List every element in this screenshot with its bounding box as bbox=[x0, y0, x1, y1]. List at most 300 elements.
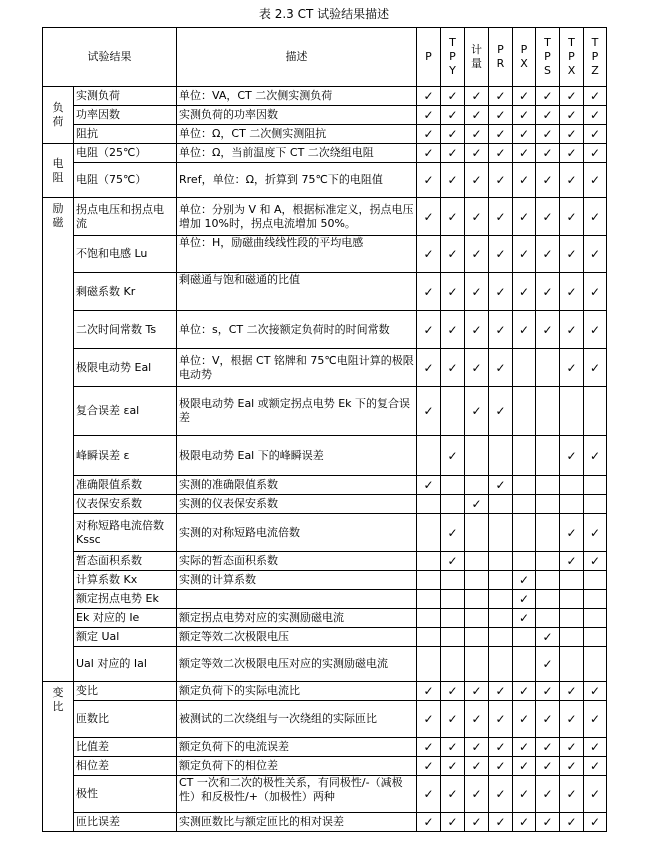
group-label-char: 荷 bbox=[52, 115, 64, 128]
result-item: 变比 bbox=[74, 682, 177, 701]
check-cell-pr bbox=[489, 609, 513, 628]
check-mark-icon: ✓ bbox=[566, 815, 577, 829]
check-cell-p bbox=[417, 609, 441, 628]
check-mark-icon: ✓ bbox=[471, 108, 482, 122]
check-cell-pr bbox=[489, 273, 513, 311]
check-cell-tpx bbox=[560, 590, 584, 609]
result-item: 匝数比 bbox=[74, 701, 177, 738]
check-cell-p bbox=[417, 552, 441, 571]
header-class-char: T bbox=[591, 36, 599, 49]
check-cell-pr bbox=[489, 106, 513, 125]
check-cell-p bbox=[417, 106, 441, 125]
group-label bbox=[43, 682, 74, 832]
check-mark-icon: ✓ bbox=[495, 404, 506, 418]
check-cell-tps bbox=[536, 106, 560, 125]
check-mark-icon: ✓ bbox=[495, 127, 506, 141]
check-cell-tpx bbox=[560, 125, 584, 144]
header-class-tpy bbox=[441, 28, 465, 87]
check-cell-pr bbox=[489, 436, 513, 476]
check-cell-tpy bbox=[441, 144, 465, 163]
check-cell-pr bbox=[489, 701, 513, 738]
check-cell-tps bbox=[536, 476, 560, 495]
result-item: 复合误差 εal bbox=[74, 387, 177, 436]
check-cell-tps bbox=[536, 87, 560, 106]
result-description: 单位：分别为 V 和 A，根据标准定义，拐点电压增加 10%时，拐点电流增加 50%。 bbox=[177, 198, 417, 236]
result-description: 实测的仪表保安系数 bbox=[177, 495, 417, 514]
table-row bbox=[43, 738, 607, 757]
check-mark-icon: ✓ bbox=[542, 247, 553, 261]
check-cell-px bbox=[513, 476, 536, 495]
check-cell-metering bbox=[465, 514, 489, 552]
header-class-px bbox=[513, 28, 536, 87]
header-class-pr bbox=[489, 28, 513, 87]
check-cell-pr bbox=[489, 757, 513, 776]
check-cell-tps bbox=[536, 236, 560, 273]
result-item: 电阻（75℃） bbox=[74, 163, 177, 198]
check-cell-metering bbox=[465, 387, 489, 436]
check-mark-icon: ✓ bbox=[423, 284, 434, 299]
check-mark-icon: ✓ bbox=[447, 127, 458, 141]
check-cell-tpx bbox=[560, 552, 584, 571]
table-row bbox=[43, 571, 607, 590]
check-mark-icon: ✓ bbox=[471, 247, 482, 261]
check-mark-icon: ✓ bbox=[495, 284, 506, 299]
check-mark-icon: ✓ bbox=[447, 89, 458, 103]
check-mark-icon: ✓ bbox=[566, 759, 577, 773]
result-item: 相位差 bbox=[74, 757, 177, 776]
check-cell-p bbox=[417, 144, 441, 163]
check-mark-icon: ✓ bbox=[471, 815, 482, 829]
check-mark-icon: ✓ bbox=[542, 173, 553, 187]
check-mark-icon: ✓ bbox=[589, 127, 601, 141]
check-mark-icon: ✓ bbox=[542, 322, 553, 337]
check-mark-icon: ✓ bbox=[495, 759, 506, 773]
check-mark-icon: ✓ bbox=[471, 759, 482, 773]
check-mark-icon: ✓ bbox=[589, 360, 601, 375]
check-cell-tpz bbox=[584, 144, 607, 163]
result-item: 暂态面积系数 bbox=[74, 552, 177, 571]
check-mark-icon: ✓ bbox=[447, 554, 458, 568]
check-mark-icon: ✓ bbox=[447, 247, 458, 261]
check-cell-tpz bbox=[584, 198, 607, 236]
check-cell-metering bbox=[465, 609, 489, 628]
table-row bbox=[43, 476, 607, 495]
result-item: 电阻（25℃） bbox=[74, 144, 177, 163]
check-mark-icon: ✓ bbox=[566, 787, 577, 801]
check-mark-icon: ✓ bbox=[566, 173, 577, 187]
check-cell-p bbox=[417, 311, 441, 349]
check-cell-metering bbox=[465, 236, 489, 273]
check-mark-icon: ✓ bbox=[423, 712, 434, 726]
check-mark-icon: ✓ bbox=[447, 787, 458, 801]
check-cell-px bbox=[513, 163, 536, 198]
header-class-tpz bbox=[584, 28, 607, 87]
check-cell-tpx bbox=[560, 387, 584, 436]
result-description: 极限电动势 Eal 下的峰瞬误差 bbox=[177, 436, 417, 476]
check-cell-px bbox=[513, 813, 536, 832]
check-cell-p bbox=[417, 476, 441, 495]
check-cell-p bbox=[417, 757, 441, 776]
check-cell-tpz bbox=[584, 590, 607, 609]
check-cell-tpx bbox=[560, 144, 584, 163]
result-description: 单位：VA，CT 二次侧实测负荷 bbox=[177, 87, 417, 106]
check-cell-tpz bbox=[584, 738, 607, 757]
check-mark-icon: ✓ bbox=[589, 173, 601, 187]
check-cell-metering bbox=[465, 590, 489, 609]
header-class-char: 量 bbox=[471, 57, 482, 70]
check-mark-icon: ✓ bbox=[542, 740, 553, 754]
check-cell-tps bbox=[536, 590, 560, 609]
header-class-tpx bbox=[560, 28, 584, 87]
check-cell-p bbox=[417, 776, 441, 813]
check-mark-icon: ✓ bbox=[423, 404, 434, 418]
ct-test-results-table bbox=[42, 27, 607, 832]
header-class-metering bbox=[465, 28, 489, 87]
group-label-char: 磁 bbox=[52, 216, 64, 229]
check-mark-icon: ✓ bbox=[566, 684, 577, 698]
check-cell-tpx bbox=[560, 571, 584, 590]
result-description: 剩磁通与饱和磁通的比值 bbox=[177, 273, 417, 311]
check-mark-icon: ✓ bbox=[566, 740, 577, 754]
check-cell-p bbox=[417, 349, 441, 387]
check-cell-tpz bbox=[584, 701, 607, 738]
check-cell-px bbox=[513, 738, 536, 757]
check-cell-tpz bbox=[584, 609, 607, 628]
check-mark-icon: ✓ bbox=[423, 209, 434, 224]
check-cell-px bbox=[513, 144, 536, 163]
check-cell-p bbox=[417, 571, 441, 590]
check-cell-tps bbox=[536, 776, 560, 813]
result-description: 单位：Ω，CT 二次侧实测阻抗 bbox=[177, 125, 417, 144]
header-class-char: 计 bbox=[471, 43, 482, 56]
check-cell-tpx bbox=[560, 163, 584, 198]
check-mark-icon: ✓ bbox=[495, 478, 506, 492]
check-mark-icon: ✓ bbox=[423, 740, 434, 754]
check-cell-tpz bbox=[584, 87, 607, 106]
result-description: 额定等效二次极限电压对应的实测励磁电流 bbox=[177, 647, 417, 682]
check-cell-pr bbox=[489, 571, 513, 590]
check-mark-icon: ✓ bbox=[423, 322, 434, 337]
check-mark-icon: ✓ bbox=[566, 525, 577, 540]
check-mark-icon: ✓ bbox=[542, 787, 553, 801]
table-row bbox=[43, 628, 607, 647]
table-row bbox=[43, 701, 607, 738]
result-description: 实测的对称短路电流倍数 bbox=[177, 514, 417, 552]
check-cell-tpy bbox=[441, 125, 465, 144]
check-cell-tpz bbox=[584, 571, 607, 590]
check-cell-tpy bbox=[441, 273, 465, 311]
check-mark-icon: ✓ bbox=[423, 173, 434, 187]
check-cell-tpy bbox=[441, 236, 465, 273]
header-item: 试验结果 bbox=[43, 28, 177, 87]
check-mark-icon: ✓ bbox=[542, 630, 553, 644]
check-mark-icon: ✓ bbox=[542, 89, 553, 103]
check-cell-pr bbox=[489, 87, 513, 106]
table-row bbox=[43, 106, 607, 125]
check-cell-metering bbox=[465, 311, 489, 349]
result-item: 功率因数 bbox=[74, 106, 177, 125]
result-item: 峰瞬误差 ε bbox=[74, 436, 177, 476]
check-mark-icon: ✓ bbox=[423, 759, 434, 773]
table-row bbox=[43, 757, 607, 776]
check-cell-metering bbox=[465, 198, 489, 236]
result-description: 实测的计算系数 bbox=[177, 571, 417, 590]
check-mark-icon: ✓ bbox=[589, 89, 601, 103]
header-class-char: X bbox=[520, 57, 528, 70]
check-cell-tpx bbox=[560, 701, 584, 738]
table-row bbox=[43, 349, 607, 387]
check-cell-metering bbox=[465, 349, 489, 387]
check-mark-icon: ✓ bbox=[518, 322, 530, 337]
check-cell-metering bbox=[465, 476, 489, 495]
check-mark-icon: ✓ bbox=[518, 108, 530, 122]
check-mark-icon: ✓ bbox=[471, 404, 482, 418]
check-cell-tps bbox=[536, 163, 560, 198]
check-cell-p bbox=[417, 701, 441, 738]
check-mark-icon: ✓ bbox=[518, 815, 530, 829]
check-cell-tps bbox=[536, 682, 560, 701]
check-mark-icon: ✓ bbox=[423, 684, 434, 698]
check-mark-icon: ✓ bbox=[542, 657, 553, 671]
check-cell-px bbox=[513, 590, 536, 609]
check-mark-icon: ✓ bbox=[495, 247, 506, 261]
check-cell-tpy bbox=[441, 647, 465, 682]
check-cell-tpx bbox=[560, 476, 584, 495]
table-row bbox=[43, 125, 607, 144]
check-cell-p bbox=[417, 738, 441, 757]
table-row bbox=[43, 682, 607, 701]
check-mark-icon: ✓ bbox=[495, 89, 506, 103]
check-cell-tpy bbox=[441, 757, 465, 776]
check-mark-icon: ✓ bbox=[542, 209, 553, 224]
check-mark-icon: ✓ bbox=[589, 108, 601, 122]
header-class-tps bbox=[536, 28, 560, 87]
result-item: 拐点电压和拐点电流 bbox=[74, 198, 177, 236]
header-class-p bbox=[417, 28, 441, 87]
check-cell-tpy bbox=[441, 738, 465, 757]
check-cell-tps bbox=[536, 571, 560, 590]
group-label bbox=[43, 144, 74, 198]
check-cell-tps bbox=[536, 387, 560, 436]
table-caption: 表 2.3 CT 试验结果描述 bbox=[258, 7, 390, 21]
check-cell-tpz bbox=[584, 311, 607, 349]
check-mark-icon: ✓ bbox=[542, 815, 553, 829]
check-cell-px bbox=[513, 571, 536, 590]
check-mark-icon: ✓ bbox=[447, 284, 458, 299]
check-cell-tpy bbox=[441, 701, 465, 738]
check-mark-icon: ✓ bbox=[589, 712, 601, 726]
check-mark-icon: ✓ bbox=[447, 173, 458, 187]
result-item: 比值差 bbox=[74, 738, 177, 757]
table-row bbox=[43, 609, 607, 628]
check-mark-icon: ✓ bbox=[589, 684, 601, 698]
result-item: 匝比误差 bbox=[74, 813, 177, 832]
check-mark-icon: ✓ bbox=[471, 209, 482, 224]
check-cell-tpy bbox=[441, 628, 465, 647]
check-mark-icon: ✓ bbox=[589, 815, 601, 829]
check-cell-tpy bbox=[441, 495, 465, 514]
check-mark-icon: ✓ bbox=[447, 712, 458, 726]
check-cell-tpz bbox=[584, 628, 607, 647]
check-mark-icon: ✓ bbox=[518, 247, 530, 261]
check-cell-tpz bbox=[584, 125, 607, 144]
header-class-char: P bbox=[497, 43, 504, 56]
check-cell-px bbox=[513, 273, 536, 311]
check-mark-icon: ✓ bbox=[589, 554, 601, 568]
table-row bbox=[43, 198, 607, 236]
check-cell-tpz bbox=[584, 776, 607, 813]
check-mark-icon: ✓ bbox=[471, 787, 482, 801]
check-mark-icon: ✓ bbox=[471, 684, 482, 698]
check-mark-icon: ✓ bbox=[566, 108, 577, 122]
check-cell-metering bbox=[465, 163, 489, 198]
header-class-char: R bbox=[496, 57, 505, 70]
check-cell-tps bbox=[536, 647, 560, 682]
check-cell-px bbox=[513, 682, 536, 701]
check-cell-metering bbox=[465, 106, 489, 125]
check-mark-icon: ✓ bbox=[423, 89, 434, 103]
check-cell-metering bbox=[465, 738, 489, 757]
check-cell-p bbox=[417, 628, 441, 647]
check-cell-pr bbox=[489, 387, 513, 436]
check-mark-icon: ✓ bbox=[447, 209, 458, 224]
check-cell-pr bbox=[489, 495, 513, 514]
check-cell-p bbox=[417, 495, 441, 514]
check-mark-icon: ✓ bbox=[447, 759, 458, 773]
check-cell-tpx bbox=[560, 198, 584, 236]
check-cell-tpz bbox=[584, 514, 607, 552]
table-row bbox=[43, 813, 607, 832]
check-cell-pr bbox=[489, 628, 513, 647]
check-cell-metering bbox=[465, 628, 489, 647]
check-mark-icon: ✓ bbox=[423, 478, 434, 492]
header-class-char: P bbox=[449, 50, 456, 63]
check-mark-icon: ✓ bbox=[589, 759, 601, 773]
check-cell-tps bbox=[536, 813, 560, 832]
check-cell-tps bbox=[536, 436, 560, 476]
result-item: 额定拐点电势 Ek bbox=[74, 590, 177, 609]
check-cell-pr bbox=[489, 198, 513, 236]
check-mark-icon: ✓ bbox=[518, 89, 530, 103]
check-mark-icon: ✓ bbox=[518, 740, 530, 754]
check-mark-icon: ✓ bbox=[471, 360, 482, 375]
check-cell-tpx bbox=[560, 813, 584, 832]
check-cell-tpz bbox=[584, 813, 607, 832]
check-mark-icon: ✓ bbox=[423, 815, 434, 829]
check-cell-metering bbox=[465, 87, 489, 106]
check-mark-icon: ✓ bbox=[566, 89, 577, 103]
check-mark-icon: ✓ bbox=[495, 787, 506, 801]
table-row bbox=[43, 87, 607, 106]
check-cell-tps bbox=[536, 757, 560, 776]
check-cell-tpx bbox=[560, 106, 584, 125]
check-cell-px bbox=[513, 387, 536, 436]
check-cell-pr bbox=[489, 144, 513, 163]
check-cell-metering bbox=[465, 125, 489, 144]
group-label-char: 负 bbox=[52, 101, 64, 114]
result-description: 额定负荷下的电流误差 bbox=[177, 738, 417, 757]
check-cell-pr bbox=[489, 311, 513, 349]
check-mark-icon: ✓ bbox=[518, 712, 530, 726]
check-cell-tpz bbox=[584, 552, 607, 571]
header-desc: 描述 bbox=[177, 28, 417, 87]
result-item: 阻抗 bbox=[74, 125, 177, 144]
check-mark-icon: ✓ bbox=[566, 360, 577, 375]
result-description: 单位：Ω，当前温度下 CT 二次绕组电阻 bbox=[177, 144, 417, 163]
header-class-char: X bbox=[567, 64, 576, 77]
result-description: 单位：s，CT 二次接额定负荷时的时间常数 bbox=[177, 311, 417, 349]
check-mark-icon: ✓ bbox=[447, 815, 458, 829]
group-label-char: 变 bbox=[52, 686, 64, 699]
check-cell-tpy bbox=[441, 198, 465, 236]
check-cell-tps bbox=[536, 628, 560, 647]
check-mark-icon: ✓ bbox=[542, 684, 553, 698]
check-cell-metering bbox=[465, 273, 489, 311]
check-cell-tpx bbox=[560, 273, 584, 311]
check-cell-tpy bbox=[441, 514, 465, 552]
result-description: 额定负荷下的相位差 bbox=[177, 757, 417, 776]
table-row bbox=[43, 273, 607, 311]
check-cell-px bbox=[513, 628, 536, 647]
table-row bbox=[43, 495, 607, 514]
check-mark-icon: ✓ bbox=[542, 712, 553, 726]
check-mark-icon: ✓ bbox=[447, 525, 458, 540]
check-cell-metering bbox=[465, 144, 489, 163]
result-description: 被测试的二次绕组与一次绕组的实际匝比 bbox=[177, 701, 417, 738]
table-row bbox=[43, 144, 607, 163]
check-mark-icon: ✓ bbox=[566, 554, 577, 568]
check-cell-p bbox=[417, 590, 441, 609]
check-cell-tpx bbox=[560, 647, 584, 682]
check-cell-metering bbox=[465, 813, 489, 832]
check-mark-icon: ✓ bbox=[423, 108, 434, 122]
check-cell-tps bbox=[536, 552, 560, 571]
header-row bbox=[43, 28, 607, 87]
check-cell-px bbox=[513, 514, 536, 552]
check-mark-icon: ✓ bbox=[423, 247, 434, 261]
check-cell-tpy bbox=[441, 609, 465, 628]
result-description: 额定等效二次极限电压 bbox=[177, 628, 417, 647]
result-description: 单位：V，根据 CT 铭牌和 75℃电阻计算的极限电动势 bbox=[177, 349, 417, 387]
check-cell-p bbox=[417, 387, 441, 436]
check-cell-tpy bbox=[441, 682, 465, 701]
check-cell-tpx bbox=[560, 514, 584, 552]
check-cell-tpy bbox=[441, 349, 465, 387]
check-cell-tpz bbox=[584, 682, 607, 701]
check-cell-tpx bbox=[560, 349, 584, 387]
check-mark-icon: ✓ bbox=[542, 146, 553, 160]
check-cell-tpy bbox=[441, 311, 465, 349]
check-cell-tpz bbox=[584, 349, 607, 387]
check-cell-tps bbox=[536, 495, 560, 514]
check-cell-metering bbox=[465, 682, 489, 701]
check-cell-px bbox=[513, 349, 536, 387]
check-mark-icon: ✓ bbox=[495, 815, 506, 829]
check-mark-icon: ✓ bbox=[518, 209, 530, 224]
check-mark-icon: ✓ bbox=[447, 448, 458, 463]
check-mark-icon: ✓ bbox=[589, 740, 601, 754]
check-cell-tpz bbox=[584, 236, 607, 273]
check-mark-icon: ✓ bbox=[566, 247, 577, 261]
check-mark-icon: ✓ bbox=[495, 684, 506, 698]
result-item: 计算系数 Kx bbox=[74, 571, 177, 590]
check-mark-icon: ✓ bbox=[495, 360, 506, 375]
check-mark-icon: ✓ bbox=[423, 127, 434, 141]
check-mark-icon: ✓ bbox=[589, 322, 601, 337]
check-mark-icon: ✓ bbox=[518, 573, 530, 587]
check-cell-tpy bbox=[441, 571, 465, 590]
header-class-char: Z bbox=[591, 64, 599, 77]
